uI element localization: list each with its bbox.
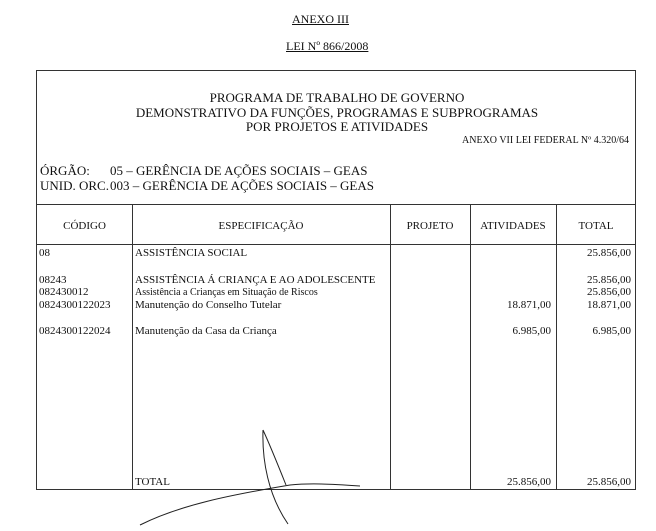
- row-code: 082430012: [39, 286, 89, 298]
- row-spec: ASSISTÊNCIA SOCIAL: [135, 247, 248, 259]
- unit-label: UNID. ORC.: [40, 178, 109, 193]
- row-total: 18.871,00: [587, 299, 631, 311]
- row-spec: Manutenção da Casa da Criança: [135, 325, 277, 337]
- column-header-total: TOTAL: [578, 220, 614, 232]
- column-header-project: PROJETO: [406, 220, 454, 232]
- organ-label: ÓRGÃO:: [40, 163, 90, 178]
- row-code: 0824300122023: [39, 299, 111, 311]
- federal-law-reference: ANEXO VII LEI FEDERAL Nº 4.320/64: [462, 135, 629, 146]
- row-code: 08243: [39, 274, 67, 286]
- total-label: TOTAL: [135, 476, 170, 488]
- column-header-code: CÓDIGO: [63, 220, 106, 232]
- row-spec: ASSISTÊNCIA Á CRIANÇA E AO ADOLESCENTE: [135, 274, 376, 286]
- annex-title: ANEXO III: [292, 12, 349, 26]
- row-total: 25.856,00: [587, 274, 631, 286]
- program-title-line1: PROGRAMA DE TRABALHO DE GOVERNO: [209, 90, 465, 105]
- row-total: 6.985,00: [592, 325, 631, 337]
- row-total: 25.856,00: [587, 286, 631, 298]
- row-activities: 18.871,00: [507, 299, 551, 311]
- program-title-line3: POR PROJETOS E ATIVIDADES: [245, 119, 429, 134]
- row-spec: Manutenção do Conselho Tutelar: [135, 299, 282, 311]
- organ-value: 05 – GERÊNCIA DE AÇÕES SOCIAIS – GEAS: [110, 163, 368, 178]
- row-total: 25.856,00: [587, 247, 631, 259]
- row-code: 08: [39, 247, 50, 259]
- unit-value: 003 – GERÊNCIA DE AÇÕES SOCIAIS – GEAS: [110, 178, 374, 193]
- column-header-spec: ESPECIFICAÇÃO: [218, 220, 304, 232]
- column-header-activities: ATIVIDADES: [480, 220, 546, 232]
- total-activities: 25.856,00: [507, 476, 551, 488]
- program-title-line2: DEMONSTRATIVO DA FUNÇÕES, PROGRAMAS E SUBPROGRAMAS: [135, 105, 539, 120]
- row-spec: Assistência a Crianças em Situação de Riscos: [135, 287, 318, 298]
- row-code: 0824300122024: [39, 325, 111, 337]
- total-total: 25.856,00: [587, 476, 631, 488]
- law-title: LEI Nº 866/2008: [286, 39, 369, 53]
- row-activities: 6.985,00: [512, 325, 551, 337]
